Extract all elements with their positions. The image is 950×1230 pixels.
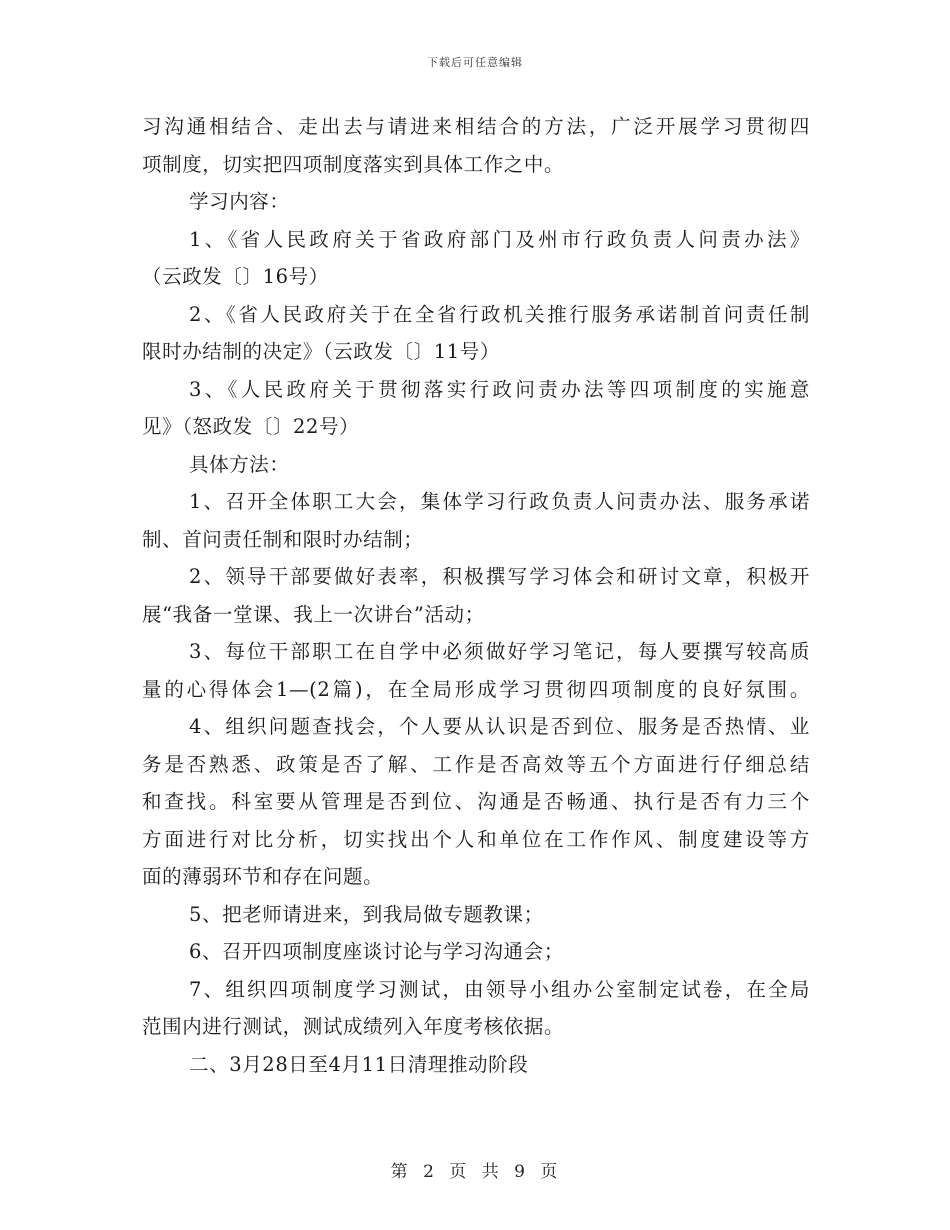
- text-line: 习沟通相结合、走出去与请进来相结合的方法，广泛开展学习贯彻四: [142, 115, 810, 138]
- document-body: [142, 108, 810, 1083]
- page-header: 下载后可任意编辑: [427, 56, 523, 69]
- text-line: 3、每位干部职工在自学中必须做好学习笔记，每人要撰写较高质: [189, 640, 810, 663]
- section-heading: 具体方法：: [189, 452, 290, 476]
- text-line: 7、组织四项制度学习测试，由领导小组办公室制定试卷，在全局: [189, 977, 810, 1001]
- text-line: 和查找。科室要从管理是否到位、沟通是否畅通、执行是否有力三个: [142, 790, 810, 813]
- text-line: 1、《省人民政府关于省政府部门及州市行政负责人问责办法》: [189, 227, 810, 251]
- section-heading: 学习内容：: [189, 190, 290, 213]
- text-line: 方面进行对比分析，切实找出个人和单位在工作作风、制度建设等方: [142, 827, 810, 851]
- text-line: 务是否熟悉、政策是否了解、工作是否高效等五个方面进行仔细总结: [142, 752, 810, 776]
- text-line: 4、组织问题查找会，个人要从认识是否到位、服务是否热情、业: [189, 715, 810, 738]
- text-line: 2、领导干部要做好表率，积极撰写学习体会和研讨文章，积极开: [189, 565, 810, 588]
- text-line: 5、把老师请进来，到我局做专题教课；: [189, 902, 544, 926]
- text-line: 制、首问责任制和限时办结制；: [142, 527, 424, 551]
- section-heading: 二、3月28日至4月11日清理推动阶段: [189, 1052, 529, 1076]
- text-line: 见》（怒政发〔〕22号）: [142, 415, 360, 438]
- text-line: 限时办结制的决定》（云政发〔〕11号）: [142, 340, 500, 363]
- text-line: 3、《人民政府关于贯彻落实行政问责办法等四项制度的实施意: [189, 377, 810, 401]
- text-line: 量的心得体会1—(2篇)，在全局形成学习贯彻四项制度的良好氛围。: [142, 677, 810, 701]
- text-line: 展“我备一堂课、我上一次讲台”活动；: [142, 602, 485, 626]
- text-line: 6、召开四项制度座谈讨论与学习沟通会；: [189, 940, 564, 963]
- text-line: 项制度，切实把四项制度落实到具体工作之中。: [142, 152, 565, 176]
- text-line: 面的薄弱环节和存在问题。: [142, 865, 384, 888]
- text-line: （云政发〔〕16号）: [142, 265, 329, 288]
- text-line: 2、《省人民政府关于在全省行政机关推行服务承诺制首问责任制: [189, 302, 810, 326]
- text-line: 范围内进行测试，测试成绩列入年度考核依据。: [142, 1015, 565, 1038]
- page-number: 第 2 页 共 9 页: [390, 1162, 560, 1182]
- text-line: 1、召开全体职工大会，集体学习行政负责人问责办法、服务承诺: [189, 490, 810, 513]
